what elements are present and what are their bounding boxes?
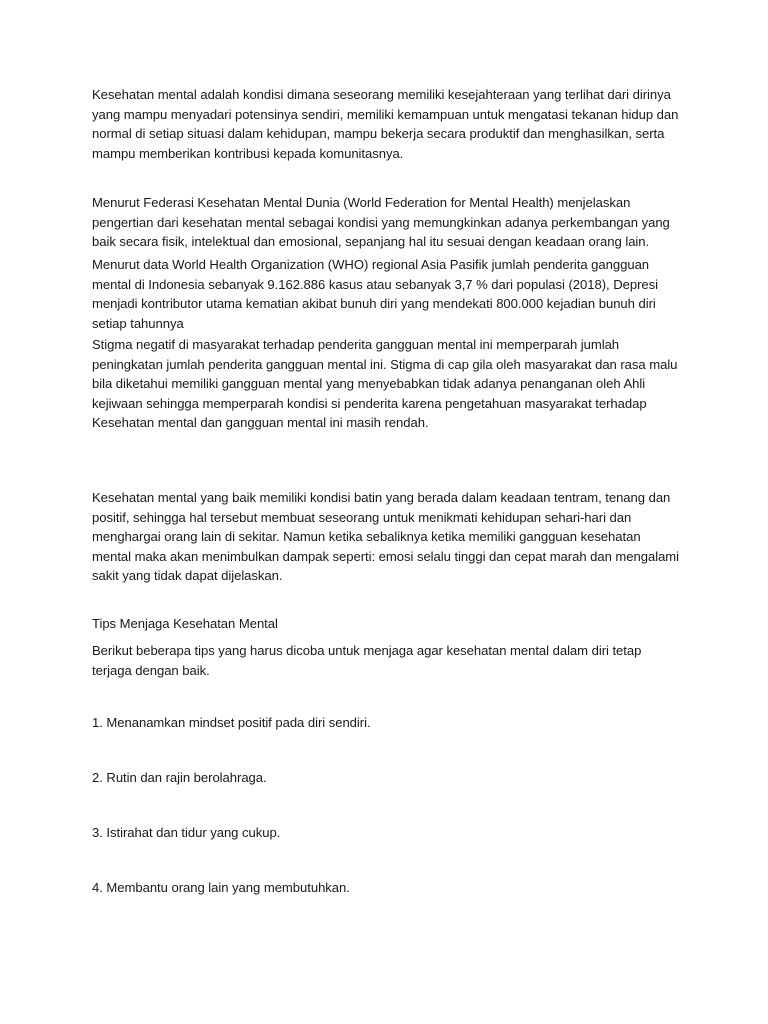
paragraph-stigma: Stigma negatif di masyarakat terhadap penderita gangguan mental ini memperparah jumlah peningkatan jumlah penderita gangguan mental ini. Stigma di cap gila oleh masyarakat dan rasa malu bila diketahui memiliki gangguan mental yang menyebabkan tidak adanya penanganan oleh Ahli kejiwaan sehingga memperparah kondisi si penderita karena pengetahuan masyarakat terhadap Kesehatan mental dan gangguan mental ini masih rendah.	[92, 337, 678, 430]
paragraph-good-mental-health: Kesehatan mental yang baik memiliki kondisi batin yang berada dalam keadaan tentram, tenang dan positif, sehingga hal tersebut membuat seseorang untuk menikmati kehidupan sehari-hari dan menghargai orang lain di sekitar. Namun ketika sebaliknya ketika memiliki gangguan kesehatan mental maka akan menimbulkan dampak seperti: emosi selalu tinggi dan cepat marah dan mengalami sakit yang tidak dapat dijelaskan.	[92, 490, 680, 583]
paragraph-tips-intro: Berikut beberapa tips yang harus dicoba untuk menjaga agar kesehatan mental dalam diri tetap terjaga dengan baik.	[92, 643, 642, 678]
section-heading-tips: Tips Menjaga Kesehatan Mental	[92, 616, 278, 631]
list-item-1: 1. Menanamkan mindset positif pada diri sendiri.	[92, 715, 371, 730]
list-item-4: 4. Membantu orang lain yang membutuhkan.	[92, 880, 350, 895]
list-item-2: 2. Rutin dan rajin berolahraga.	[92, 770, 267, 785]
paragraph-who-data: Menurut data World Health Organization (WHO) regional Asia Pasifik jumlah penderita gangguan mental di Indonesia sebanyak 9.162.886 kasus atau sebanyak 3,7 % dari populasi (2018), Depresi menjadi kontributor utama kematian akibat bunuh diri yang mendekati 800.000 kejadian bunuh diri setiap tahunnya	[92, 257, 658, 331]
paragraph-definition: Kesehatan mental adalah kondisi dimana seseorang memiliki kesejahteraan yang terlihat dari dirinya yang mampu menyadari potensinya sendiri, memiliki kemampuan untuk mengatasi tekanan hidup dan normal di setiap situasi dalam kehidupan, mampu bekerja secara produktif dan menghasilkan, serta mampu memberikan kontribusi kepada komunitasnya.	[92, 87, 679, 161]
list-item-3: 3. Istirahat dan tidur yang cukup.	[92, 825, 281, 840]
paragraph-wfmh: Menurut Federasi Kesehatan Mental Dunia (World Federation for Mental Health) menjelaskan pengertian dari kesehatan mental sebagai kondisi yang memungkinkan adanya perkembangan yang baik secara fisik, intelektual dan emosional, sepanjang hal itu sesuai dengan keadaan orang lain.	[92, 195, 670, 249]
